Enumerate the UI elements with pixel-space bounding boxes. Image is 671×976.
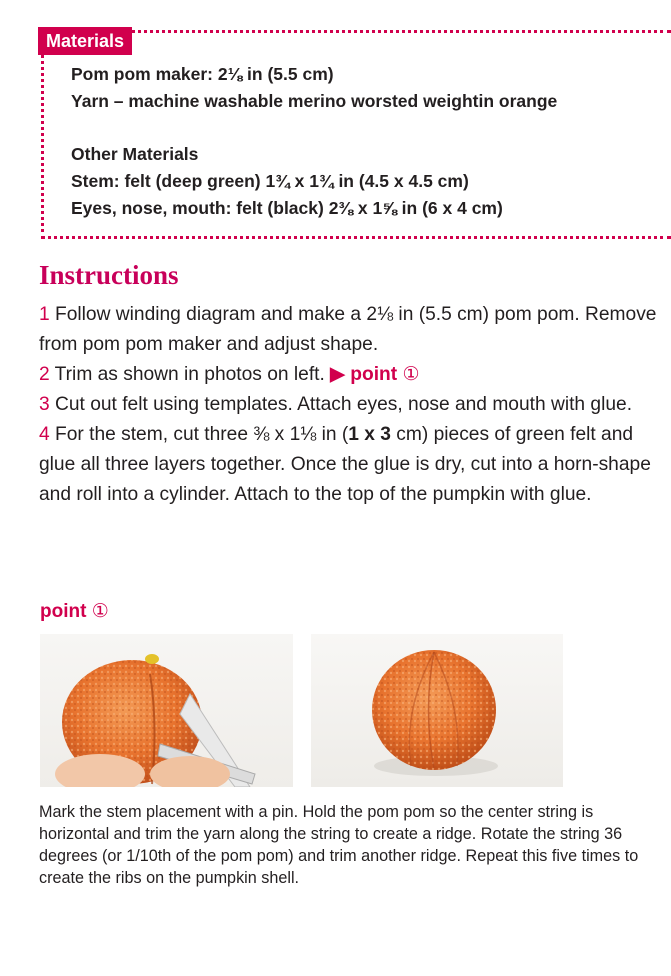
step-text: Trim as shown in photos on left.	[49, 364, 331, 385]
point-circle-number: ①	[91, 601, 109, 622]
step-number: 3	[39, 394, 50, 415]
materials-line-eyes: Eyes, nose, mouth: felt (black) 2⅜ x 1⅝ in (6 x 4 cm)	[71, 198, 503, 218]
trimming-pompom-image	[40, 634, 293, 787]
instructions-title: Instructions	[39, 260, 179, 290]
step-text: Cut out felt using templates. Attach eyes, nose and mouth with glue.	[49, 394, 633, 415]
step-number: 1	[39, 304, 50, 325]
point-label: point	[40, 601, 87, 622]
point-circle-number: ①	[402, 364, 420, 385]
materials-line-stem: Stem: felt (deep green) 1¾ x 1¾ in (4.5 x 4.5 cm)	[71, 171, 469, 191]
step-text: cm) pieces of green felt and glue all three layers together. Once the glue is dry, cut into a horn-shape and roll into a cylinder. Attach to the top of the pumpkin with glue.	[39, 424, 651, 505]
step-number: 4	[39, 424, 50, 445]
step-number: 2	[39, 364, 50, 385]
materials-line-yarn: Yarn – machine washable merino worsted weightin orange	[71, 91, 558, 111]
other-materials-heading: Other Materials	[71, 144, 199, 164]
materials-line-pompom-maker: Pom pom maker: 2⅛ in (5.5 cm)	[71, 64, 334, 84]
step-1	[39, 300, 669, 360]
step-2	[39, 360, 669, 390]
point-heading	[40, 600, 109, 623]
photo-trimming-pompom	[40, 634, 293, 787]
instructions-body	[39, 300, 669, 510]
step-3	[39, 390, 669, 420]
point-caption: Mark the stem placement with a pin. Hold the pom pom so the center string is horizontal and trim the yarn along the string to create a ridge. Rotate the string 36 degrees (or 1/10th of the pom pom) and trim another ridge. Repeat this five times to create the ribs on the pumpkin shell.	[39, 803, 639, 887]
step-4	[39, 420, 669, 510]
step-text: For the stem, cut three ⅜ x 1⅛ in (	[49, 424, 349, 445]
finished-pumpkin-image	[311, 634, 563, 787]
point-reference-link: ▶ point	[330, 364, 398, 385]
photo-finished-pumpkin	[311, 634, 563, 787]
step-text: Follow winding diagram and make a 2⅛ in (5.5 cm) pom pom. Remove from pom pom maker and adjust shape.	[39, 304, 657, 355]
materials-tag: Materials	[38, 27, 132, 55]
step-text-bold: 1 x 3	[348, 424, 391, 445]
